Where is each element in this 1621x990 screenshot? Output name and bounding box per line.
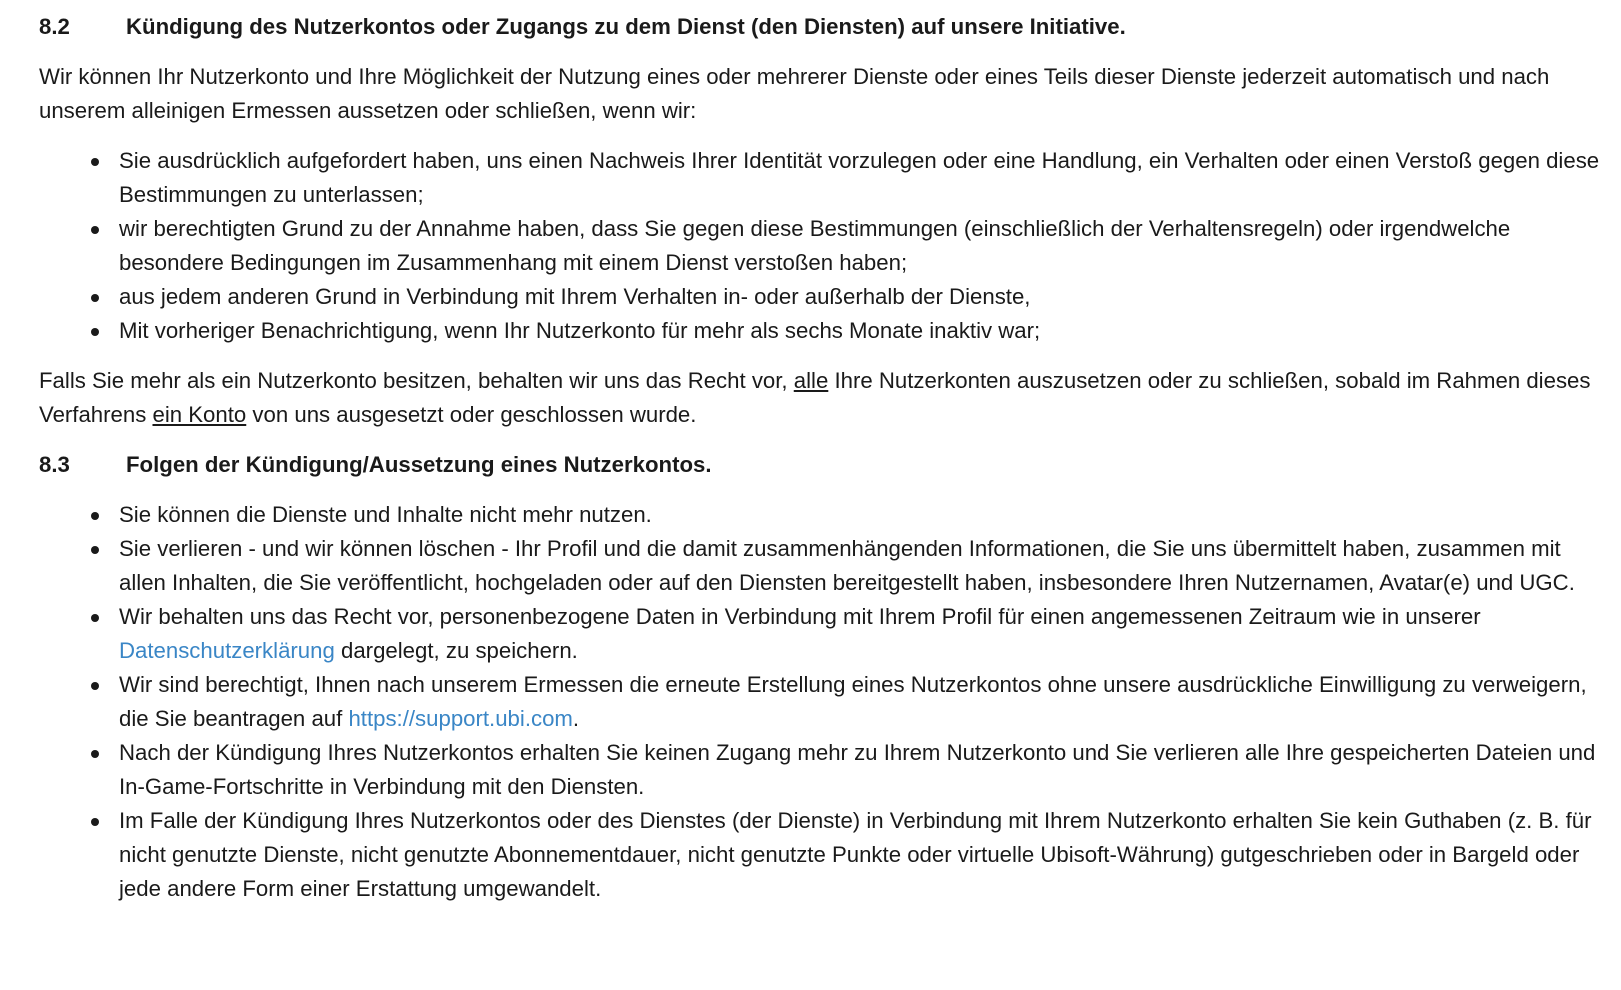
section-number: 8.3 (39, 452, 70, 477)
list-item-text: wir berechtigten Grund zu der Annahme haben, dass Sie gegen diese Bestimmungen (einschließlich der Verhaltensregeln) oder irgendwelche besondere Bedingungen im Zusammenhang mit einem Dienst verstoßen haben; (119, 216, 1511, 275)
section-heading-8-3 (39, 448, 1601, 482)
bullet-icon (91, 158, 99, 166)
bullet-icon (91, 546, 99, 554)
list-item-text: Wir sind berechtigt, Ihnen nach unserem Ermessen die erneute Erstellung eines Nutzerkontos ohne unsere ausdrückliche Einwilligung zu verweigern, die Sie beantragen auf (119, 672, 1587, 731)
list-item (39, 144, 1601, 212)
support-link[interactable]: https://support.ubi.com (348, 706, 573, 731)
section-heading-8-2 (39, 10, 1601, 44)
bullet-icon (91, 682, 99, 690)
list-item-text: Mit vorheriger Benachrichtigung, wenn Ihr Nutzerkonto für mehr als sechs Monate inaktiv war; (119, 318, 1041, 343)
section-title: Folgen der Kündigung/Aussetzung eines Nutzerkontos. (126, 452, 712, 477)
list-item-text: . (572, 706, 580, 731)
bullet-icon (91, 294, 99, 302)
bullet-icon (91, 614, 99, 622)
list-item (39, 280, 1601, 314)
section-title: Kündigung des Nutzerkontos oder Zugangs zu dem Dienst (den Diensten) auf unsere Initiative. (126, 14, 1126, 39)
conditions-list (39, 144, 1601, 348)
section-number: 8.2 (39, 14, 70, 39)
list-item-text: Im Falle der Kündigung Ihres Nutzerkontos oder des Dienstes (der Dienste) in Verbindung mit Ihrem Nutzerkonto erhalten Sie kein Guthaben (z. B. für nicht genutzte Dienste, nicht genutzte Abonnementdauer, nicht genutzte Punkte oder virtuelle Ubisoft-Währung) gutgeschrieben oder in Bargeld oder jede andere Form einer Erstattung umgewandelt. (119, 808, 1592, 901)
bullet-icon (91, 328, 99, 336)
list-item-text: dargelegt, zu speichern. (334, 638, 578, 663)
list-item (39, 736, 1601, 804)
list-item (39, 212, 1601, 280)
list-item (39, 804, 1601, 906)
list-item (39, 600, 1601, 668)
list-item (39, 498, 1601, 532)
paragraph-text: von uns ausgesetzt oder geschlossen wurde. (246, 402, 697, 427)
list-item-text: Nach der Kündigung Ihres Nutzerkontos erhalten Sie keinen Zugang mehr zu Ihrem Nutzerkonto und Sie verlieren alle Ihre gespeicherten Dateien und In-Game-Fortschritte in Verbindung mit den Diensten. (119, 740, 1596, 799)
bullet-icon (91, 750, 99, 758)
list-item-text: Sie ausdrücklich aufgefordert haben, uns einen Nachweis Ihrer Identität vorzulegen oder eine Handlung, ein Verhalten oder einen Verstoß gegen diese Bestimmungen zu unterlassen; (119, 148, 1600, 207)
bullet-icon (91, 512, 99, 520)
paragraph-text: Falls Sie mehr als ein Nutzerkonto besitzen, behalten wir uns das Recht vor, (39, 368, 794, 393)
bullet-icon (91, 226, 99, 234)
bullet-icon (91, 818, 99, 826)
multiple-accounts-paragraph (39, 364, 1601, 432)
list-item (39, 668, 1601, 736)
list-item-text: Wir behalten uns das Recht vor, personenbezogene Daten in Verbindung mit Ihrem Profil für einen angemessenen Zeitraum wie in unserer (119, 604, 1481, 629)
privacy-policy-link[interactable]: Datenschutzerklärung (119, 638, 335, 663)
paragraph-text: Ihre Nutzerkonten auszusetzen oder zu schließen, sobald im Rahmen dieses Verfahrens (39, 368, 1591, 427)
consequences-list (39, 498, 1601, 906)
list-item (39, 314, 1601, 348)
underlined-emphasis: alle (793, 368, 829, 393)
underlined-emphasis: ein Konto (152, 402, 247, 427)
list-item (39, 532, 1601, 600)
section-intro-paragraph: Wir können Ihr Nutzerkonto und Ihre Möglichkeit der Nutzung eines oder mehrerer Dienste oder eines Teils dieser Dienste jederzeit automatisch und nach unserem alleinigen Ermessen aussetzen oder schließen, wenn wir: (39, 64, 1550, 123)
list-item-text: aus jedem anderen Grund in Verbindung mit Ihrem Verhalten in- oder außerhalb der Dienste, (119, 284, 1031, 309)
list-item-text: Sie können die Dienste und Inhalte nicht mehr nutzen. (119, 502, 652, 527)
list-item-text: Sie verlieren - und wir können löschen - Ihr Profil und die damit zusammenhängenden Informationen, die Sie uns übermittelt haben, zusammen mit allen Inhalten, die Sie veröffentlicht, hochgeladen oder auf den Diensten bereitgestellt haben, insbesondere Ihren Nutzernamen, Avatar(e) und UGC. (119, 536, 1575, 595)
